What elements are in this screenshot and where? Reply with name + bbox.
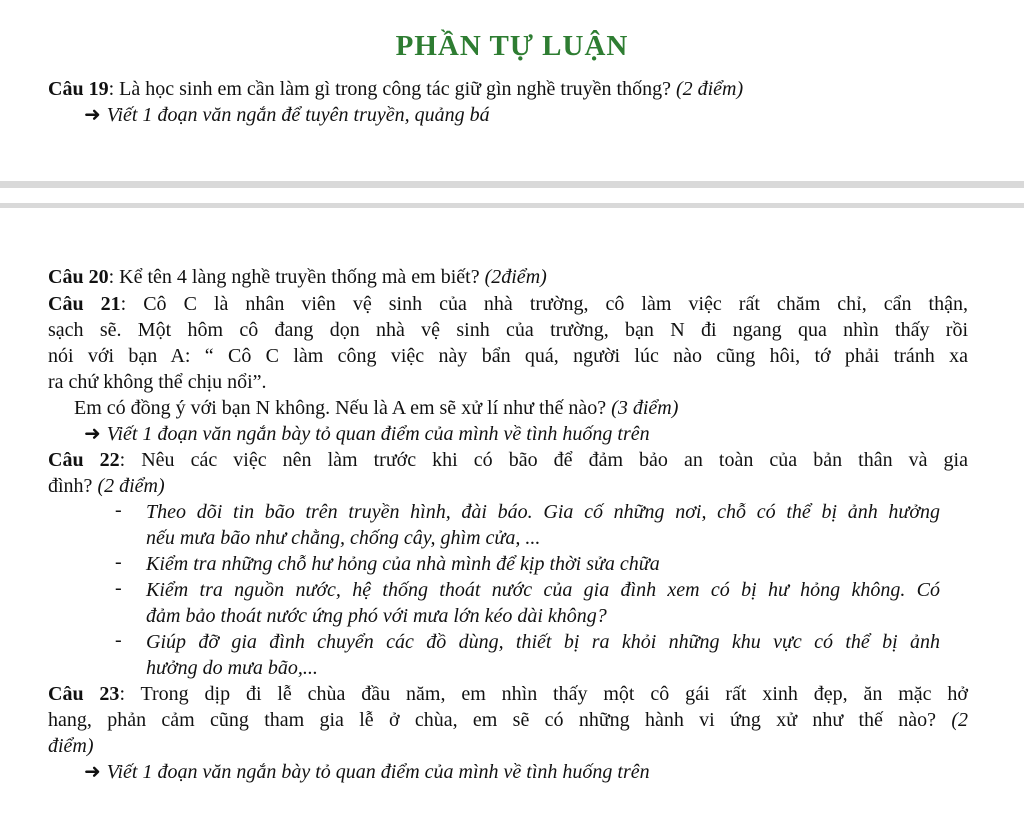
question-23 (48, 681, 968, 707)
question-23-line: hang, phản cảm cũng tham gia lễ ở chùa, em sẽ có những hành vi ứng xử như thế nào? (2 (48, 709, 968, 731)
bullet-marker: - (115, 577, 122, 599)
question-19-points: (2 điểm) (675, 78, 744, 100)
question-19-answer (84, 102, 490, 128)
list-item: Kiểm tra những chỗ hư hỏng của nhà mình để kịp thời sửa chữa (146, 553, 660, 575)
question-21-line: : Cô C là nhân viên vệ sinh của nhà trường, cô làm việc rất chăm chỉ, cẩn thận, (120, 293, 968, 315)
bullet-marker: - (115, 551, 122, 573)
list-item-continuation: hưởng do mưa bão,... (146, 657, 318, 679)
page-title: PHẦN TỰ LUẬN (395, 30, 629, 62)
question-23-text: : Trong dịp đi lễ chùa đầu năm, em nhìn thấy một cô gái rất xinh đẹp, ăn mặc hở (119, 683, 968, 705)
question-23-label: Câu 23 (48, 683, 120, 705)
question-21-question (74, 395, 678, 421)
question-21-line: sạch sẽ. Một hôm cô đang dọn nhà vệ sinh của trường, bạn N đi ngang qua nhìn thấy rồi (48, 319, 968, 341)
question-19-answer-text: Viết 1 đoạn văn ngắn để tuyên truyền, quảng bá (106, 104, 490, 126)
question-22-label: Câu 22 (48, 449, 120, 471)
question-19-label: Câu 19 (48, 78, 109, 100)
arrow-icon: ➜ (84, 761, 101, 783)
question-23-answer-text: Viết 1 đoạn văn ngắn bày tỏ quan điểm của mình về tình huống trên (106, 761, 650, 783)
list-item-continuation: đảm bảo thoát nước ứng phó với mưa lớn kéo dài không? (146, 605, 607, 627)
question-22-line: đình? (2 điểm) (48, 475, 165, 497)
list-item: Theo dõi tin bão trên truyền hình, đài báo. Gia cố những nơi, chỗ có thể bị ảnh hưởng (146, 501, 940, 523)
question-21-answer-text: Viết 1 đoạn văn ngắn bày tỏ quan điểm của mình về tình huống trên (106, 423, 650, 445)
list-item: Giúp đỡ gia đình chuyển các đồ dùng, thiết bị ra khỏi những khu vực có thể bị ảnh (146, 631, 940, 653)
question-20 (48, 264, 547, 290)
question-23-points-continued: điểm) (48, 735, 94, 757)
question-21-question-text: Em có đồng ý với bạn N không. Nếu là A em sẽ xử lí như thế nào? (74, 397, 612, 419)
question-19 (48, 76, 743, 102)
question-22-text: : Nêu các việc nên làm trước khi có bão để đảm bảo an toàn của bản thân và gia (119, 449, 968, 471)
arrow-icon: ➜ (84, 104, 101, 126)
question-20-points: (2điểm) (484, 266, 547, 288)
question-20-label: Câu 20 (48, 266, 109, 288)
list-item-continuation: nếu mưa bão như chằng, chống cây, ghìm cửa, ... (146, 527, 541, 549)
bullet-marker: - (115, 629, 122, 651)
question-21-points: (3 điểm) (611, 397, 679, 419)
question-21-line: nói với bạn A: “ Cô C làm công việc này bẩn quá, người lúc nào cũng hôi, tớ phải tránh xa (48, 345, 968, 367)
question-23-answer (84, 759, 650, 785)
question-21 (48, 291, 968, 317)
question-23-points: (2 (951, 709, 968, 731)
page-separator (0, 181, 1024, 188)
question-21-line: ra chứ không thể chịu nổi”. (48, 371, 267, 393)
question-21-answer (84, 421, 650, 447)
list-item: Kiểm tra nguồn nước, hệ thống thoát nước của gia đình xem có bị hư hỏng không. Có (146, 579, 940, 601)
question-22-points: (2 điểm) (97, 475, 165, 497)
arrow-icon: ➜ (84, 423, 101, 445)
bullet-marker: - (115, 499, 122, 521)
page-separator (0, 203, 1024, 208)
question-21-label: Câu 21 (48, 293, 121, 315)
question-22 (48, 447, 968, 473)
question-19-text: : Là học sinh em cần làm gì trong công tác giữ gìn nghề truyền thống? (108, 78, 676, 100)
question-20-text: : Kể tên 4 làng nghề truyền thống mà em biết? (108, 266, 485, 288)
